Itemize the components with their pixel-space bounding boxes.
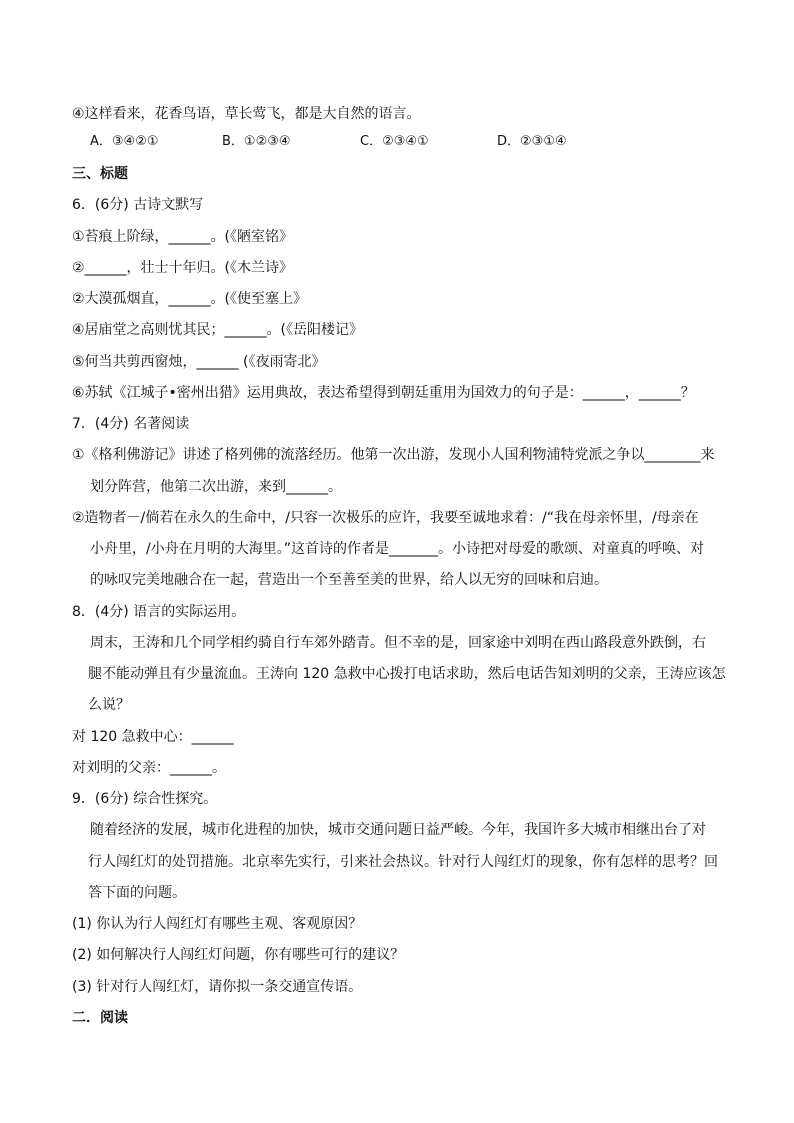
q6-item-1: ①苔痕上阶绿，______。(《陋室铭》 <box>72 229 294 245</box>
q9-para-line1: 随着经济的发展，城市化进程的加快，城市交通问题日益严峻。今年，我国许多大城市相继出台了对 <box>90 822 706 838</box>
q5-option-a: A．③④②① <box>90 134 159 149</box>
q8-answer-1: 对 120 急救中心：______ <box>72 729 234 745</box>
q7-item1-line1: ①《格利佛游记》讲述了格列佛的流落经历。他第一次出游，发现小人国利物浦特党派之争以________来 <box>72 447 715 463</box>
q6-item-4: ④居庙堂之高则忧其民；______。(《岳阳楼记》 <box>72 322 364 338</box>
q9-title: 9．(6分) 综合性探究。 <box>72 791 218 807</box>
q9-sub-3: (3) 针对行人闯红灯，请你拟一条交通宣传语。 <box>72 979 363 995</box>
q5-item-4: ④这样看来，花香鸟语，草长莺飞，都是大自然的语言。 <box>72 106 421 122</box>
q6-item-3: ②大漠孤烟直，______。(《使至塞上》 <box>72 291 308 307</box>
q7-item1-line2: 划分阵营，他第二次出游，来到______。 <box>90 479 342 495</box>
q6-title: 6．(6分) 古诗文默写 <box>72 197 204 213</box>
q7-title: 7．(4分) 名著阅读 <box>72 416 190 432</box>
q7-item2-line3: 的咏叹完美地融合在一起，营造出一个至善至美的世界，给人以无穷的回味和启迪。 <box>90 572 608 588</box>
q8-para-line3: 么说？ <box>88 697 130 713</box>
section-3-heading: 三、标题 <box>72 166 128 182</box>
q9-sub-1: (1) 你认为行人闯红灯有哪些主观、客观原因？ <box>72 916 363 932</box>
q7-item2-line2: 小舟里，/小舟在月明的大海里。”这首诗的作者是_______。小诗把对母爱的歌颂、对童真的呼唤、对 <box>90 541 704 557</box>
q5-option-b: B．①②③④ <box>222 134 291 149</box>
q6-item-6: ⑥苏轼《江城子•密州出猎》运用典故，表达希望得到朝廷重用为国效力的句子是：______，______？ <box>72 385 695 401</box>
q8-answer-2: 对刘明的父亲：______。 <box>72 760 226 776</box>
q5-option-c: C．②③④① <box>360 134 429 149</box>
q9-para-line3: 答下面的问题。 <box>88 885 186 901</box>
q8-title: 8．(4分) 语言的实际运用。 <box>72 604 246 620</box>
q5-options <box>0 132 794 152</box>
q9-para-line2: 行人闯红灯的处罚措施。北京率先实行，引来社会热议。针对行人闯红灯的现象，你有怎样的思考？回 <box>88 854 718 870</box>
q7-item2-line1: ②造物者－/倘若在永久的生命中，/只容一次极乐的应许，我要至诚地求着：/“我在母亲怀里，/母亲在 <box>72 510 699 526</box>
q6-item-5: ⑤何当共剪西窗烛，______ (《夜雨寄北》 <box>72 354 326 370</box>
q5-option-d: D．②③①④ <box>497 134 567 149</box>
section-2-heading: 二．阅读 <box>72 1010 128 1026</box>
q8-para-line2: 腿不能动弹且有少量流血。王涛向 120 急救中心拨打电话求助，然后电话告知刘明的父亲，王涛应该怎 <box>88 666 726 682</box>
q6-item-2: ②______，壮士十年归。(《木兰诗》 <box>72 260 294 276</box>
q8-para-line1: 周末，王涛和几个同学相约骑自行车郊外踏青。但不幸的是，回家途中刘明在西山路段意外跌倒，右 <box>90 635 706 651</box>
q9-sub-2: (2) 如何解决行人闯红灯问题，你有哪些可行的建议？ <box>72 947 405 963</box>
